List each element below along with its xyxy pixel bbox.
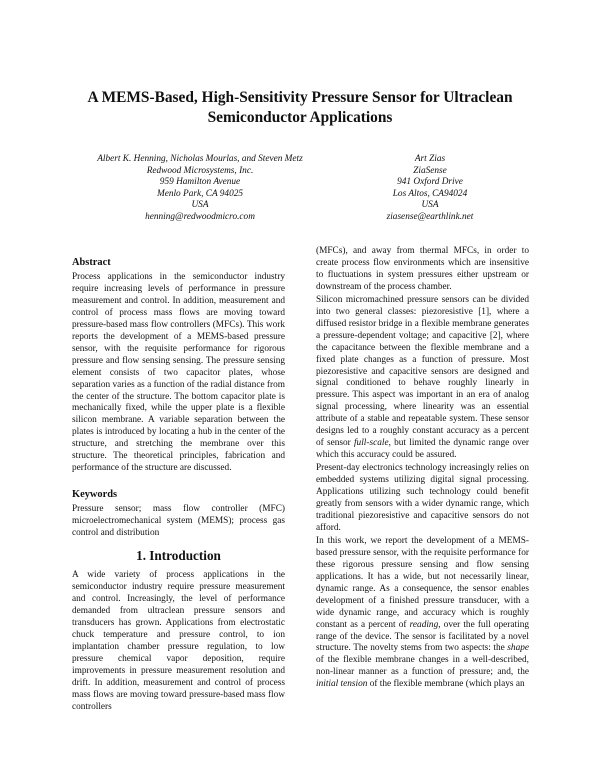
introduction-paragraph: A wide variety of process applications in the semiconductor industry require pressure measurement and control. Increasingly, the level of performance demanded from ultraclean pressure sensors and transducers has grown. Applications from electrostatic chuck temperature and pressure control, to ion implantation chamber pressure regulation, to low pressure chemical vapor deposition, require improvements in pressure measurement resolution and drift. In addition, measurement and control of process mass flows are moving toward pressure-based mass flow controllers — [72, 570, 285, 712]
keywords-text: Pressure sensor; mass flow controller (MFC) microelectromechanical system (MEMS); process gas control and distribution — [72, 504, 285, 539]
author-names: Albert K. Henning, Nicholas Mourlas, and Steven Metz — [97, 154, 303, 164]
body-paragraph: (MFCs), and away from thermal MFCs, in order to create process flow environments which are insensitive to fluctuations in system pressures either upstream or downstream of the process chamber. — [316, 246, 529, 292]
body-paragraph: Present-day electronics technology increasingly relies on embedded systems utilizing digital signal processing. Applications utilizing such technology could benefit greatly from sensors with a wider dynamic range, which traditional piezoresistive and capacitive sensors do not afford. — [316, 463, 529, 533]
author-block-right — [330, 154, 530, 224]
author-street: 959 Hamilton Avenue — [159, 177, 241, 188]
author-affiliation: ZiaSense — [413, 165, 447, 176]
author-email: henning@redwoodmicro.com — [145, 211, 255, 222]
abstract-text: Process applications in the semiconductor industry require increasing levels of performance in pressure measurement and control. In addition, measurement and control of process mass flows are moving toward pressure-based mass flow controllers (MFCs). This work reports the development of a MEMS-based pressure sensor, with the requisite performance for rigorous pressure and flow sensing sensing. The pressure sensing element consists of two capacitor plates, whose separation varies as a function of the radial distance from the center of the structure. The bottom capacitor plate is mechanically fixed, while the upper plate is a flexible silicon membrane. A variable separation between the plates is introduced by locating a hub in the center of the structure, and stretching the membrane over this structure. The theoretical principles, fabrication and performance of the structure are discussed. — [72, 272, 285, 474]
right-column — [316, 246, 529, 692]
introduction-heading: 1. Introduction — [136, 548, 221, 564]
author-affiliation: Redwood Microsystems, Inc. — [146, 165, 254, 176]
paper-title: A MEMS-Based, High-Sensitivity Pressure Sensor for Ultraclean Semiconductor Applications — [87, 89, 513, 126]
author-city: Menlo Park, CA 94025 — [156, 188, 244, 199]
author-email: ziasense@earthlink.net — [386, 211, 474, 222]
author-names: Art Zias — [414, 154, 446, 164]
author-street: 941 Oxford Drive — [397, 177, 463, 188]
author-country: USA — [191, 200, 209, 211]
author-block-left — [70, 154, 330, 224]
body-paragraph: Silicon micromachined pressure sensors can be divided into two general classes: piezoresistive [1], where a diffused resistor bridge in a flexible membrane generates a pressure-dependent voltage; and capacitive [2], where the capacitance between the flexible membrane and a fixed plate changes as a function of pressure. Most piezoresistive and capacitive sensors are designed and signal conditioned to behave roughly linearly in pressure. This aspect was important in an era of analog signal processing, where linearity was an essential attribute of a stable and repeatable system. These sensor designs led to a roughly constant accuracy as a percent of sensor full-scale, but limited the dynamic range over which this accuracy could be assured. — [316, 294, 530, 461]
abstract-heading: Abstract — [72, 257, 111, 268]
keywords-heading: Keywords — [72, 489, 118, 501]
author-city: Los Altos, CA94024 — [392, 188, 468, 199]
author-country: USA — [421, 200, 439, 211]
left-column — [72, 252, 285, 715]
body-paragraph: In this work, we report the development of a MEMS-based pressure sensor, with the requisite performance for these rigorous pressure sensing and flow sensing applications. It has a wide, but not necessarily linear, dynamic range. As a consequence, the sensor enables development of a finished pressure transducer, with a wide dynamic range, and accuracy which is roughly constant as a percent of reading, over the full operating range of the device. The sensor is facilitated by a novel structure. The novelty stems from two aspects: the shape of the flexible membrane changes in a well-described, non-linear manner as a function of pressure; and, the initial tension of the flexible membrane (which plays an — [316, 535, 529, 690]
